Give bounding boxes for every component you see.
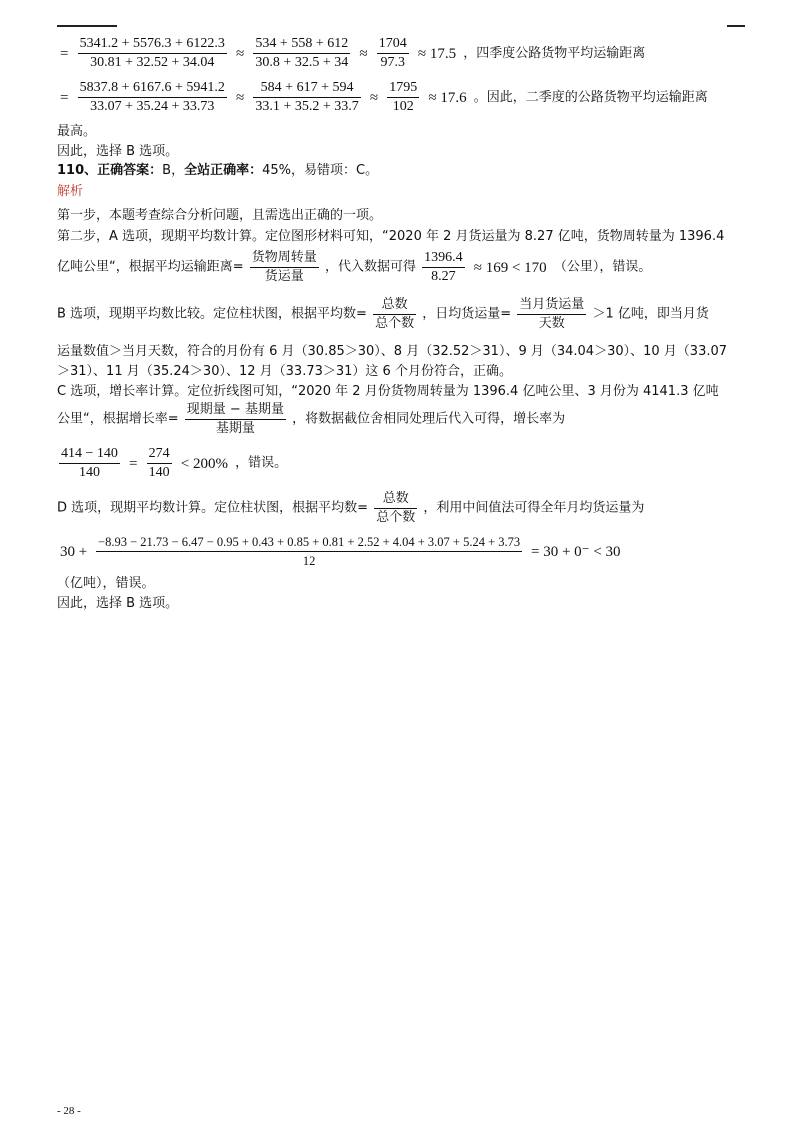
fraction: $\frac{274}{140}$ bbox=[148, 446, 170, 480]
page-number: - 28 - bbox=[57, 1105, 81, 1117]
header-rule-left bbox=[57, 25, 117, 27]
fraction: $\frac{\text{总数}}{\text{总个数}}$ bbox=[375, 297, 415, 331]
fraction: $\frac{\text{现期量 − 基期量}}{\text{基期量}}$ bbox=[186, 402, 284, 436]
text: ，四季度公路货物平均运输距离 bbox=[463, 46, 646, 61]
option-b-line: B 选项，现期平均数比较。定位柱状图，根据平均数= $\frac{\text{总数}}{\text{总个数}}$ ，日均货运量= $\frac{\text{当月货运量}}{\text{天数}}$ ＞1 亿吨，即当月货 bbox=[57, 297, 709, 331]
growth-rate-line: $\frac{414 - 140}{140}$ = $\frac{274}{140}$ < 200% ，错误。 bbox=[61, 446, 288, 480]
text: 。因此，二季度的公路货物平均运输距离 bbox=[473, 90, 708, 105]
fraction: $\frac{\text{当月货运量}}{\text{天数}}$ bbox=[519, 297, 585, 331]
equation-q2: = $\frac{5837.8 + 6167.6 + 5941.2}{33.07 + 35.24 + 33.73}$ ≈ $\frac{584 + 617 + 594}{33.1 + 35.2 + 33.7}$ ≈ $\frac{1795}{102}$ ≈ 17.6 。因此，二季度的公路货物平均运输距离 bbox=[60, 80, 708, 114]
text-line: 第一步，本题考查综合分析问题，且需选出正确的一项。 bbox=[57, 208, 383, 223]
fraction: $\frac{1396.4}{8.27}$ bbox=[424, 250, 463, 284]
fraction: $\frac{534 + 558 + 612}{30.8 + 32.5 + 34}$ bbox=[255, 36, 349, 70]
header-rule-right bbox=[727, 25, 745, 27]
fraction: $\frac{5341.2 + 5576.3 + 6122.3}{30.81 + 32.52 + 34.04}$ bbox=[79, 36, 225, 70]
fraction: $\frac{1795}{102}$ bbox=[389, 80, 418, 114]
text-line: C 选项，增长率计算。定位折线图可知，“2020 年 2 月份货物周转量为 1396.4 亿吨公里、3 月份为 4141.3 亿吨 bbox=[57, 384, 719, 399]
fraction: $\frac{5837.8 + 6167.6 + 5941.2}{33.07 + 35.24 + 33.73}$ bbox=[79, 80, 225, 114]
eq-sign: = bbox=[60, 45, 69, 62]
option-c-line: 公里“，根据增长率= $\frac{\text{现期量 − 基期量}}{\text{基期量}}$ ，将数据截位舍相同处理后代入可得，增长率为 bbox=[57, 402, 566, 436]
text-line: 因此，选择 B 选项。 bbox=[57, 144, 179, 159]
text-line: 最高。 bbox=[57, 124, 97, 139]
monthly-average-equation: 30 + −8.93 − 21.73 − 6.47 − 0.95 + 0.43 + 0.85 + 0.81 + 2.52 + 4.04 + 3.07 + 5.24 + 3.73 12 = 30 + 0⁻ < 30 bbox=[60, 535, 621, 568]
text-line: 因此，选择 B 选项。 bbox=[57, 596, 179, 611]
section-heading: 解析 bbox=[57, 184, 84, 199]
text-line: 第二步，A 选项，现期平均数计算。定位图形材料可知，“2020 年 2 月货运量为 8.27 亿吨，货物周转量为 1396.4 bbox=[57, 229, 725, 244]
text-line: ＞31）、11 月（35.24＞30）、12 月（33.73＞31）这 6 个月份符合，正确。 bbox=[57, 364, 512, 379]
fraction: $\frac{\text{总数}}{\text{总个数}}$ bbox=[376, 491, 416, 525]
fraction: $\frac{584 + 617 + 594}{33.1 + 35.2 + 33.7}$ bbox=[255, 80, 359, 114]
answer-line: 110、正确答案：B，全站正确率：45%，易错项：C。 bbox=[57, 163, 379, 178]
text-line: 运量数值＞当月天数，符合的月份有 6 月（30.85＞30）、8 月（32.52＞31）、9 月（34.04＞30）、10 月（33.07 bbox=[57, 344, 728, 359]
fraction: −8.93 − 21.73 − 6.47 − 0.95 + 0.43 + 0.85 + 0.81 + 2.52 + 4.04 + 3.07 + 5.24 + 3.73 12 bbox=[98, 535, 521, 568]
fraction: $\frac{1704}{97.3}$ bbox=[378, 36, 407, 70]
option-d-line: D 选项，现期平均数计算。定位柱状图，根据平均数= $\frac{\text{总数}}{\text{总个数}}$ ，利用中间值法可得全年月均货运量为 bbox=[57, 491, 645, 525]
eq-sign: = bbox=[60, 89, 69, 106]
fraction: $\frac{414 - 140}{140}$ bbox=[61, 446, 118, 480]
option-a-line: 亿吨公里“，根据平均运输距离= $\frac{\text{货物周转量}}{\text{货运量}}$ ，代入数据可得 $\frac{1396.4}{8.27}$ ≈ 169 < 170 （公里），错误。 bbox=[57, 250, 652, 284]
equation-q4: = $\frac{5341.2 + 5576.3 + 6122.3}{30.81 + 32.52 + 34.04}$ ≈ $\frac{534 + 558 + 612}{30.8 + 32.5 + 34}$ ≈ $\frac{1704}{97.3}$ ≈ 17.5 ，四季度公路货物平均运输距离 bbox=[60, 36, 646, 70]
text-line: （亿吨），错误。 bbox=[57, 576, 155, 591]
fraction: $\frac{\text{货物周转量}}{\text{货运量}}$ bbox=[251, 250, 317, 284]
